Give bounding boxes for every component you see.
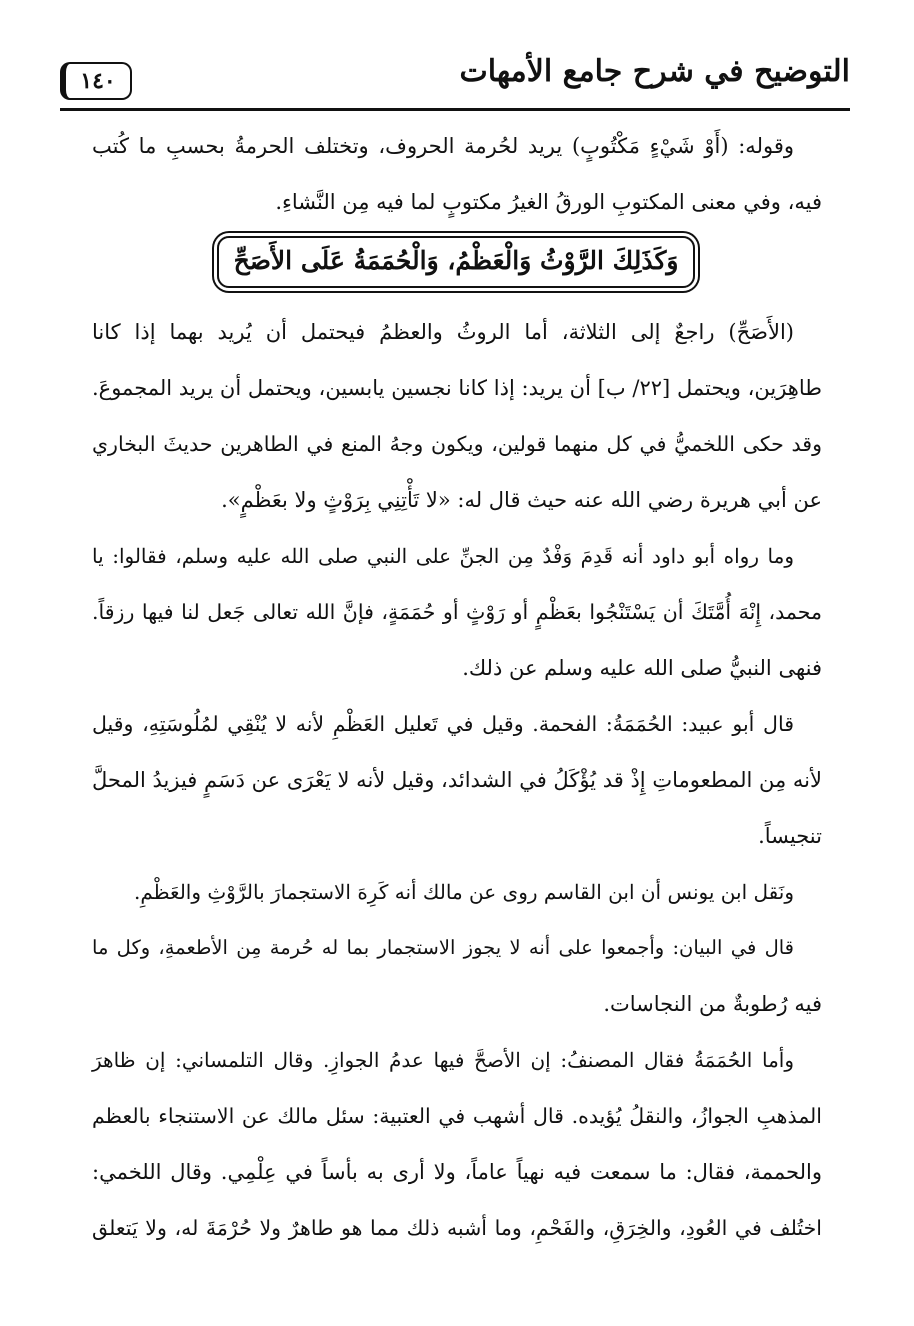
text-line: لأنه مِن المطعوماتِ إِذْ قد يُؤْكَلُ في الشدائد، وقيل لأنه لا يَعْرَى عن دَسَمٍ فيزيدُ المحلَّ [92, 768, 822, 792]
text-line: ونَقل ابن يونس أن ابن القاسم روى عن مالك أنه كَرِهَ الاستجمارَ بالرَّوْثِ والعَظْمِ. [133, 880, 794, 904]
text-line: عن أبي هريرة رضي الله عنه حيث قال له: «لا تَأْتِنِي بِرَوْثٍ ولا بعَظْمٍ». [221, 488, 822, 512]
text-line: فيه، وفي معنى المكتوبِ الورقُ الغيرُ مكتوبٍ لما فيه مِن النَّشاءِ. [275, 190, 822, 214]
text-line: (الأَصَحِّ) راجعٌ إلى الثلاثة، أما الروثُ والعظمُ فيحتمل أن يُريد بهما إذا كانا [92, 320, 794, 344]
text-line: فنهى النبيُّ صلى الله عليه وسلم عن ذلك. [462, 656, 822, 680]
text-line: وما رواه أبو داود أنه قَدِمَ وَفْدٌ مِن الجنِّ على النبي صلى الله عليه وسلم، فقالوا: يا [92, 544, 794, 568]
text-line: محمد، إِنْهَ أُمَّتَكَ أن يَسْتَنْجُوا بعَظْمٍ أو رَوْثٍ أو حُمَمَةٍ، فإنَّ الله تعالى جَعل لنا فيها رزقاً. [92, 600, 822, 624]
text-line: اختُلف في العُودِ، والخِرَقِ، والفَحْمِ، وما أشبه ذلك مما هو طاهرٌ ولا حُرْمَةَ له، ولا يَتعلق [92, 1216, 822, 1240]
text-line: تنجيساً. [758, 824, 822, 848]
page-body [92, 118, 822, 1256]
text-line: طاهِرَين، ويحتمل [٢٢/ ب] أن يريد: إذا كانا نجسين يابسين، ويحتمل أن يريد المجموعَ. [92, 376, 822, 400]
text-line: وقوله: (أَوْ شَيْءٍ مَكْتُوبٍ) يريد لحُرمة الحروف، وتختلف الحرمةُ بحسبِ ما كُتب [92, 134, 794, 158]
text-line: وأما الحُمَمَةُ فقال المصنفُ: إن الأصحَّ فيها عدمُ الجوازِ. وقال التلمساني: إن ظاهرَ [92, 1048, 794, 1072]
page-number: ١٤٠ [60, 62, 132, 100]
header-rule [60, 108, 850, 111]
text-line: قال أبو عبيد: الحُمَمَةُ: الفحمة. وقيل في تَعليل العَظْمِ لأنه لا يُنْقِي لمُلُوسَتِهِ، وقيل [92, 712, 794, 736]
text-line: المذهبِ الجوازُ، والنقلُ يُؤيده. قال أشهب في العتبية: سئل مالك عن الاستنجاء بالعظم [92, 1104, 822, 1128]
page-header [60, 48, 850, 110]
text-line: قال في البيان: وأجمعوا على أنه لا يجوز الاستجمار بما له حُرمة مِن الأطعمةِ، وكل ما [92, 936, 794, 959]
section-heading: وَكَذَلِكَ الرَّوْثُ وَالْعَظْمُ، وَالْحُمَمَةُ عَلَى الأَصَحِّ [217, 236, 695, 288]
section-heading-wrap [92, 230, 822, 304]
text-line: وقد حكى اللخميُّ في كل منهما قولين، ويكون وجهُ المنع في الطاهرين حديثَ البخاري [92, 432, 822, 456]
text-line: فيه رُطوبةٌ من النجاسات. [603, 992, 822, 1016]
running-title: التوضيح في شرح جامع الأمهات [459, 54, 850, 89]
text-line: والحممة، فقال: ما سمعت فيه نهياً عاماً، ولا أرى به بأساً في عِلْمِي. وقال اللخمي: [92, 1160, 822, 1184]
